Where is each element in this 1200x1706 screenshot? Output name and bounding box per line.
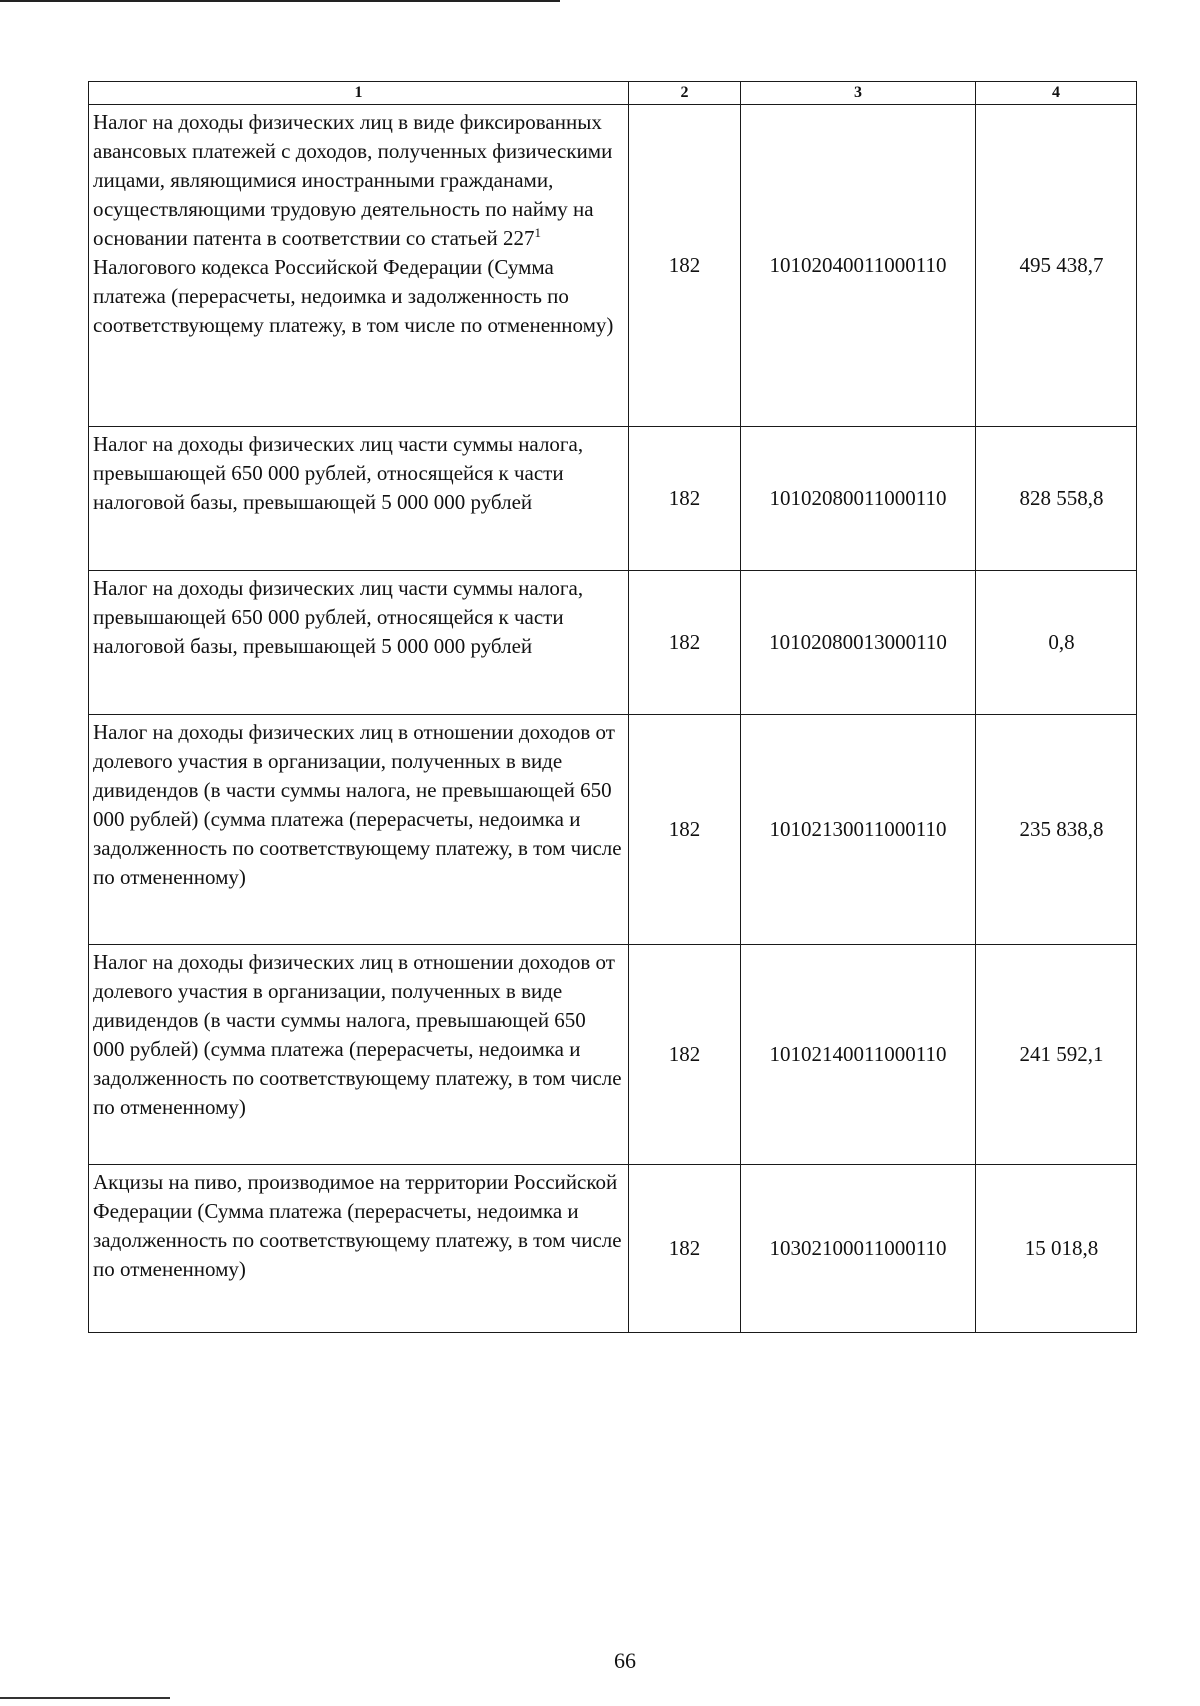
revenue-table	[88, 81, 1137, 1333]
header-col-1: 1	[89, 82, 629, 105]
top-scan-rule	[0, 0, 560, 2]
header-col-4: 4	[976, 82, 1137, 105]
amount-cell: 241 592,1	[976, 945, 1137, 1165]
amount-cell: 0,8	[976, 571, 1137, 715]
income-name-text: Налог на доходы физических лиц в виде фиксированных авансовых платежей с доходов, полученных физическими лицами, являющимися иностранными гражданами, осуществляющими трудовую деятельность по найму на основании патента в соответствии со статьей 227	[93, 110, 613, 250]
kbk-code-cell: 10102080011000110	[741, 427, 976, 571]
income-name-cell: Акцизы на пиво, производимое на территории Российской Федерации (Сумма платежа (перерасчеты, недоимка и задолженность по соответствующему платежу, в том числе по отмененному)	[89, 1165, 629, 1333]
income-name-cell: Налог на доходы физических лиц в отношении доходов от долевого участия в организации, полученных в виде дивидендов (в части суммы налога, не превышающей 650 000 рублей) (сумма платежа (перерасчеты, недоимка и задолженность по соответствующему платежу, в том числе по отмененному)	[89, 715, 629, 945]
amount-cell: 828 558,8	[976, 427, 1137, 571]
page-number: 66	[614, 1648, 636, 1673]
amount-cell: 15 018,8	[976, 1165, 1137, 1333]
table-row	[89, 715, 1137, 945]
income-name-cell: Налог на доходы физических лиц части суммы налога, превышающей 650 000 рублей, относящейся к части налоговой базы, превышающей 5 000 000 рублей	[89, 427, 629, 571]
admin-code-cell: 182	[629, 1165, 741, 1333]
income-name-text-cont: Налогового кодекса Российской Федерации (Сумма платежа (перерасчеты, недоимка и задолженность по соответствующему платежу, в том числе по отмененному)	[93, 255, 614, 337]
kbk-code-cell: 10102130011000110	[741, 715, 976, 945]
amount-cell: 495 438,7	[976, 105, 1137, 427]
table-row	[89, 571, 1137, 715]
kbk-code-cell: 10102040011000110	[741, 105, 976, 427]
admin-code-cell: 182	[629, 105, 741, 427]
header-col-2: 2	[629, 82, 741, 105]
admin-code-cell: 182	[629, 427, 741, 571]
income-name-cell: Налог на доходы физических лиц в отношении доходов от долевого участия в организации, полученных в виде дивидендов (в части суммы налога, превышающей 650 000 рублей) (сумма платежа (перерасчеты, недоимка и задолженность по соответствующему платежу, в том числе по отмененному)	[89, 945, 629, 1165]
income-name-cell	[89, 105, 629, 427]
table-row	[89, 1165, 1137, 1333]
article-superscript: 1	[534, 225, 542, 240]
kbk-code-cell: 10102140011000110	[741, 945, 976, 1165]
amount-cell: 235 838,8	[976, 715, 1137, 945]
header-col-3: 3	[741, 82, 976, 105]
table-header-row	[89, 82, 1137, 105]
admin-code-cell: 182	[629, 945, 741, 1165]
bottom-scan-rule	[0, 1697, 170, 1699]
table-row	[89, 105, 1137, 427]
kbk-code-cell: 10102080013000110	[741, 571, 976, 715]
income-name-cell: Налог на доходы физических лиц части суммы налога, превышающей 650 000 рублей, относящейся к части налоговой базы, превышающей 5 000 000 рублей	[89, 571, 629, 715]
kbk-code-cell: 10302100011000110	[741, 1165, 976, 1333]
table-row	[89, 427, 1137, 571]
table-row	[89, 945, 1137, 1165]
admin-code-cell: 182	[629, 715, 741, 945]
admin-code-cell: 182	[629, 571, 741, 715]
